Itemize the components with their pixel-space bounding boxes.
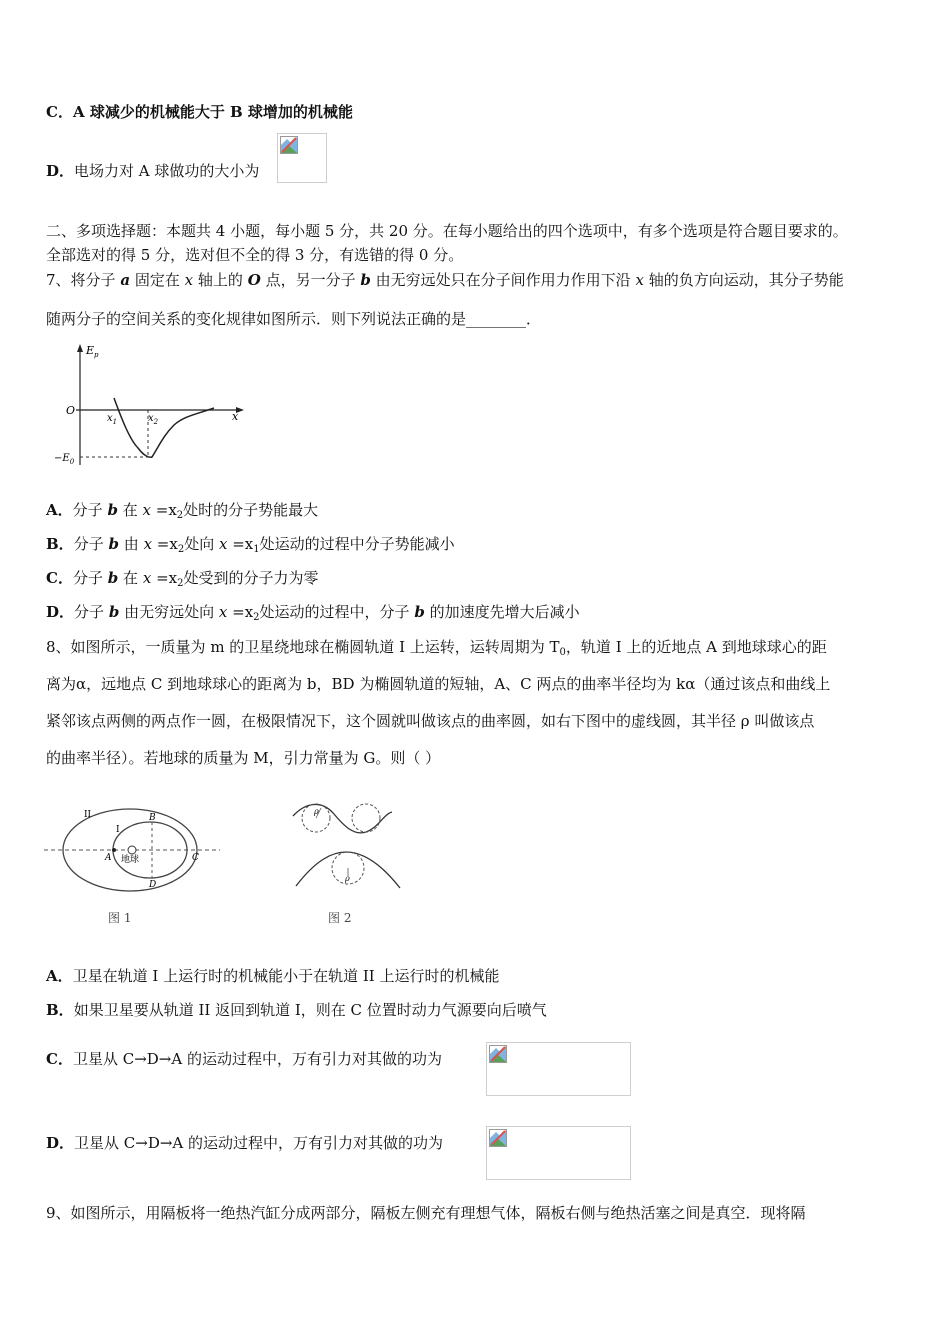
q8-stem-line3: 紧邻该点两侧的两点作一圆，在极限情况下，这个圆就叫做该点的曲率圆，如右下图中的虚线圆，其半径 ρ 叫做该点	[46, 712, 815, 730]
broken-image-q6d	[277, 133, 327, 183]
q7-option-a: A．分子 b 在 $x =x_2$处时的分子势能最大	[46, 501, 319, 521]
q8-stem-line1: 8、如图所示，一质量为 m 的卫星绕地球在椭圆轨道 I 上运转，运转周期为 $T_0$，轨道 I 上的近地点 A 到地球球心的距	[46, 638, 827, 658]
upper-curvature-circle-2	[352, 804, 380, 832]
q7-stem-line2: 随两分子的空间关系的变化规律如图所示．则下列说法正确的是________．	[46, 310, 542, 328]
broken-image-icon	[280, 136, 298, 154]
section2-line1: 二、多项选择题：本题共 4 小题，每小题 5 分，共 20 分。在每小题给出的四个选项中，有多个选项是符合题目要求的。	[46, 222, 848, 240]
x2-label: $x_2$	[148, 413, 159, 426]
q7-potential-energy-graph	[52, 340, 252, 475]
lower-rho-label: ρ	[345, 874, 350, 883]
q8-figure-1	[44, 800, 224, 930]
xlabel-text: x	[232, 410, 239, 423]
q7-option-b: B．分子 b 由 $x =x_2$处向 $x =x_1$处运动的过程中分子势能减小	[46, 535, 455, 555]
q9-stem-line1: 9、如图所示，用隔板将一绝热汽缸分成两部分，隔板左侧充有理想气体，隔板右侧与绝热活塞之间是真空．现将隔	[46, 1204, 806, 1222]
q8-stem-line4: 的曲率半径）。若地球的质量为 M，引力常量为 G。则（ ）	[46, 749, 441, 767]
label-b: B	[149, 813, 156, 823]
earth-icon	[128, 846, 136, 854]
label-ii: II	[84, 810, 92, 820]
origin-label: O	[66, 404, 76, 417]
upper-rho-label: ρ	[314, 807, 319, 816]
ylabel-text: $E_p$	[86, 344, 99, 359]
q7-option-c: C．分子 b 在 $x =x_2$处受到的分子力为零	[46, 569, 319, 589]
q8-option-d: D．卫星从 C→D→A 的运动过程中，万有引力对其做的功为	[46, 1134, 444, 1152]
broken-image-icon	[489, 1129, 507, 1147]
broken-image-icon	[489, 1045, 507, 1063]
label-earth: 地球	[121, 855, 140, 865]
broken-image-q8d	[486, 1126, 631, 1180]
point-a-dot	[112, 848, 116, 852]
q6-option-d-label: D．	[46, 162, 75, 180]
x1-label: $x_1$	[107, 413, 118, 426]
q7-stem-line1: 7、将分子 a 固定在 x 轴上的 O 点，另一分子 b 由无穷远处只在分子间作用力作用下沿 x 轴的负方向运动，其分子势能	[46, 271, 844, 289]
q6-option-d-text: 电场力对 A 球做功的大小为	[74, 162, 260, 180]
q8-stem-line2: 离为α，远地点 C 到地球球心的距离为 b，BD 为椭圆轨道的短轴，A、C 两点的曲率半径均为 kα（通过该点和曲线上	[46, 675, 831, 693]
q8-option-b: B．如果卫星要从轨道 II 返回到轨道 I，则在 C 位置时动力气源要向后喷气	[46, 1001, 547, 1019]
potential-curve	[114, 398, 214, 457]
q7-option-d: D．分子 b 由无穷远处向 $x =x_2$处运动的过程中，分子 b 的加速度先增大后减小	[46, 603, 580, 623]
q6-option-d	[46, 161, 259, 181]
fig1-caption: 图 1	[108, 911, 132, 925]
label-d: D	[149, 880, 157, 890]
e0-label: $-E_0$	[54, 453, 75, 466]
q8-option-a: A．卫星在轨道 I 上运行时的机械能小于在轨道 II 上运行时的机械能	[46, 967, 500, 985]
q6-option-c-text: A 球减少的机械能大于 B 球增加的机械能	[72, 103, 353, 121]
section2-line2: 全部选对的得 5 分，选对但不全的得 3 分，有选错的得 0 分。	[46, 246, 464, 264]
fig2-caption: 图 2	[328, 911, 352, 925]
broken-image-q8c	[486, 1042, 631, 1096]
q8-figure-2	[288, 796, 408, 930]
upper-wave	[293, 804, 392, 832]
q8-option-c: C．卫星从 C→D→A 的运动过程中，万有引力对其做的功为	[46, 1050, 442, 1068]
q6-option-c	[46, 102, 353, 122]
label-c: C	[192, 853, 199, 863]
label-i: I	[116, 825, 120, 835]
q6-option-c-label: C．	[46, 103, 73, 121]
y-axis-arrow	[77, 344, 83, 352]
label-a: A	[105, 853, 112, 863]
